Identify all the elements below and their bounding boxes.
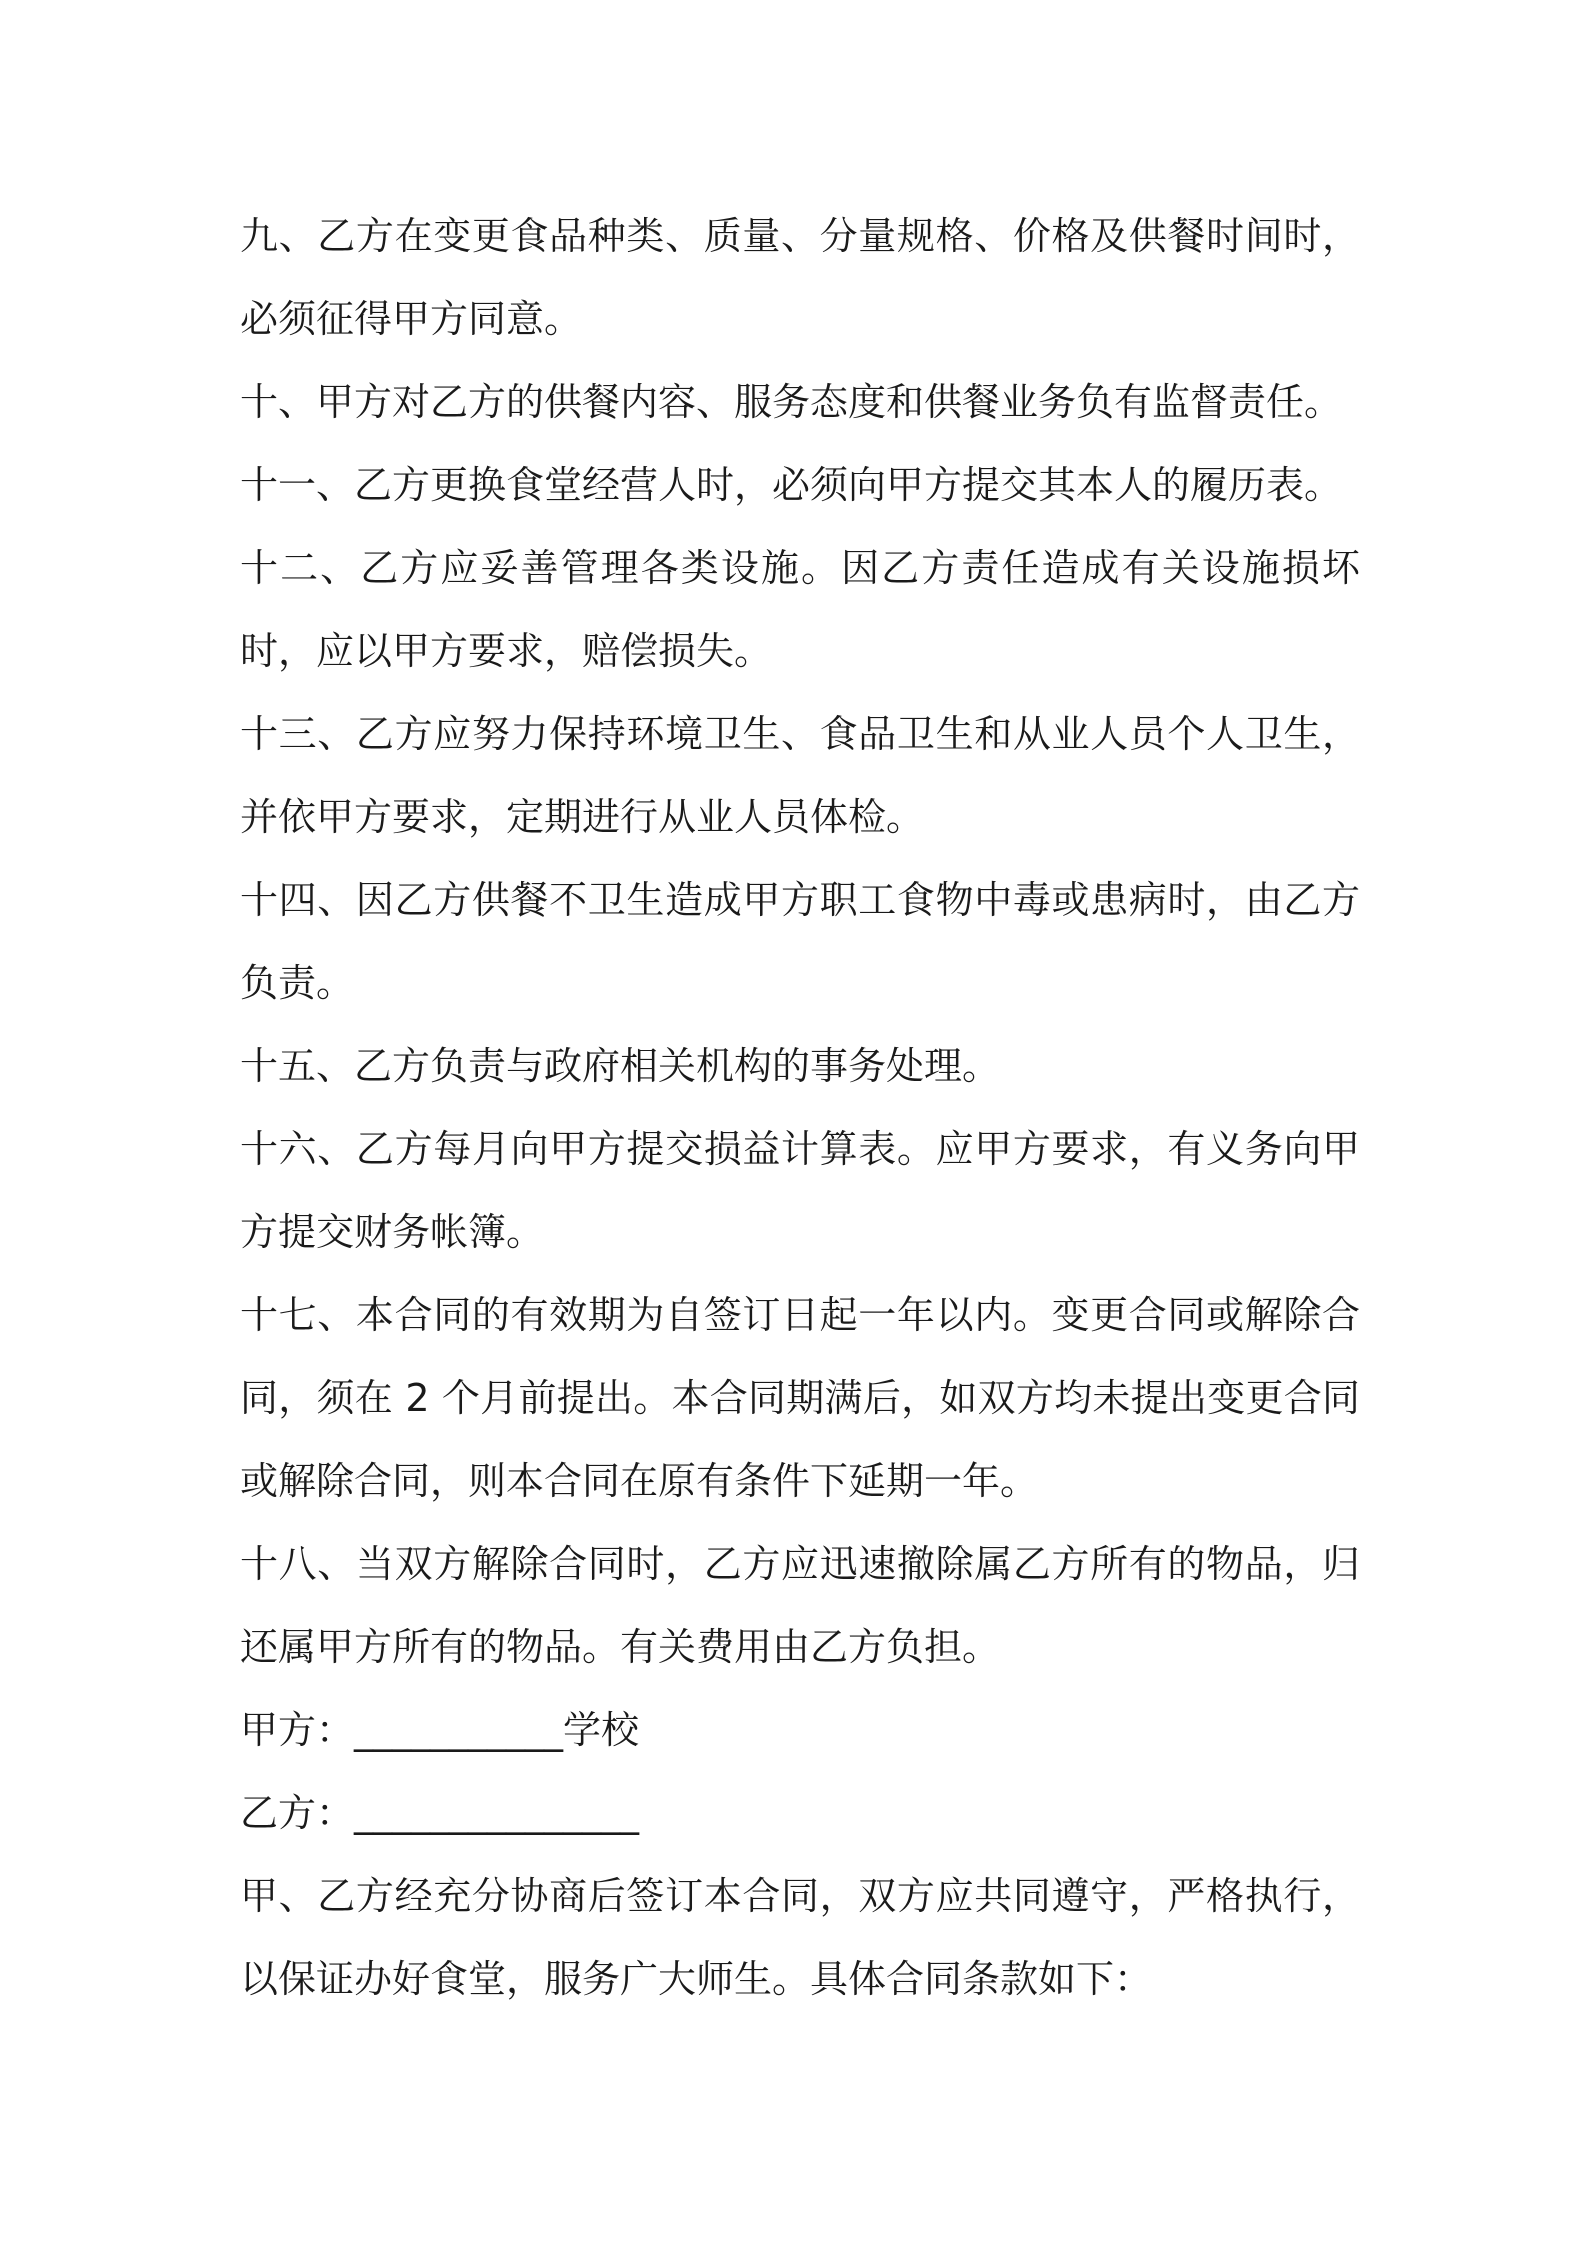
party-b-line: 乙方：_______________ [240,1791,640,1835]
clause-18: 十八、当双方解除合同时，乙方应迅速撤除属乙方所有的物品，归还属甲方所有的物品。有关费用由乙方负担。 [240,1542,1360,1669]
clause-12: 十二、乙方应妥善管理各类设施。因乙方责任造成有关设施损坏时，应以甲方要求，赔偿损失。 [240,546,1360,673]
clause-14: 十四、因乙方供餐不卫生造成甲方职工食物中毒或患病时，由乙方负责。 [240,878,1360,1005]
clause-17: 十七、本合同的有效期为自签订日起一年以内。变更合同或解除合同，须在 2 个月前提出。本合同期满后，如双方均未提出变更合同或解除合同，则本合同在原有条件下延期一年。 [240,1293,1360,1503]
preamble-paragraph: 甲、乙方经充分协商后签订本合同，双方应共同遵守，严格执行，以保证办好食堂，服务广大师生。具体合同条款如下： [240,1874,1360,2001]
clause-16: 十六、乙方每月向甲方提交损益计算表。应甲方要求，有义务向甲方提交财务帐簿。 [240,1127,1360,1254]
party-a-line: 甲方：___________学校 [240,1708,640,1752]
clause-11: 十一、乙方更换食堂经营人时，必须向甲方提交其本人的履历表。 [240,463,1343,507]
document-body [240,195,1360,2021]
clause-10: 十、甲方对乙方的供餐内容、服务态度和供餐业务负有监督责任。 [240,380,1343,424]
clause-13: 十三、乙方应努力保持环境卫生、食品卫生和从业人员个人卫生，并依甲方要求，定期进行从业人员体检。 [240,712,1360,839]
clause-9: 九、乙方在变更食品种类、质量、分量规格、价格及供餐时间时，必须征得甲方同意。 [240,214,1360,341]
clause-15: 十五、乙方负责与政府相关机构的事务处理。 [240,1044,1001,1088]
